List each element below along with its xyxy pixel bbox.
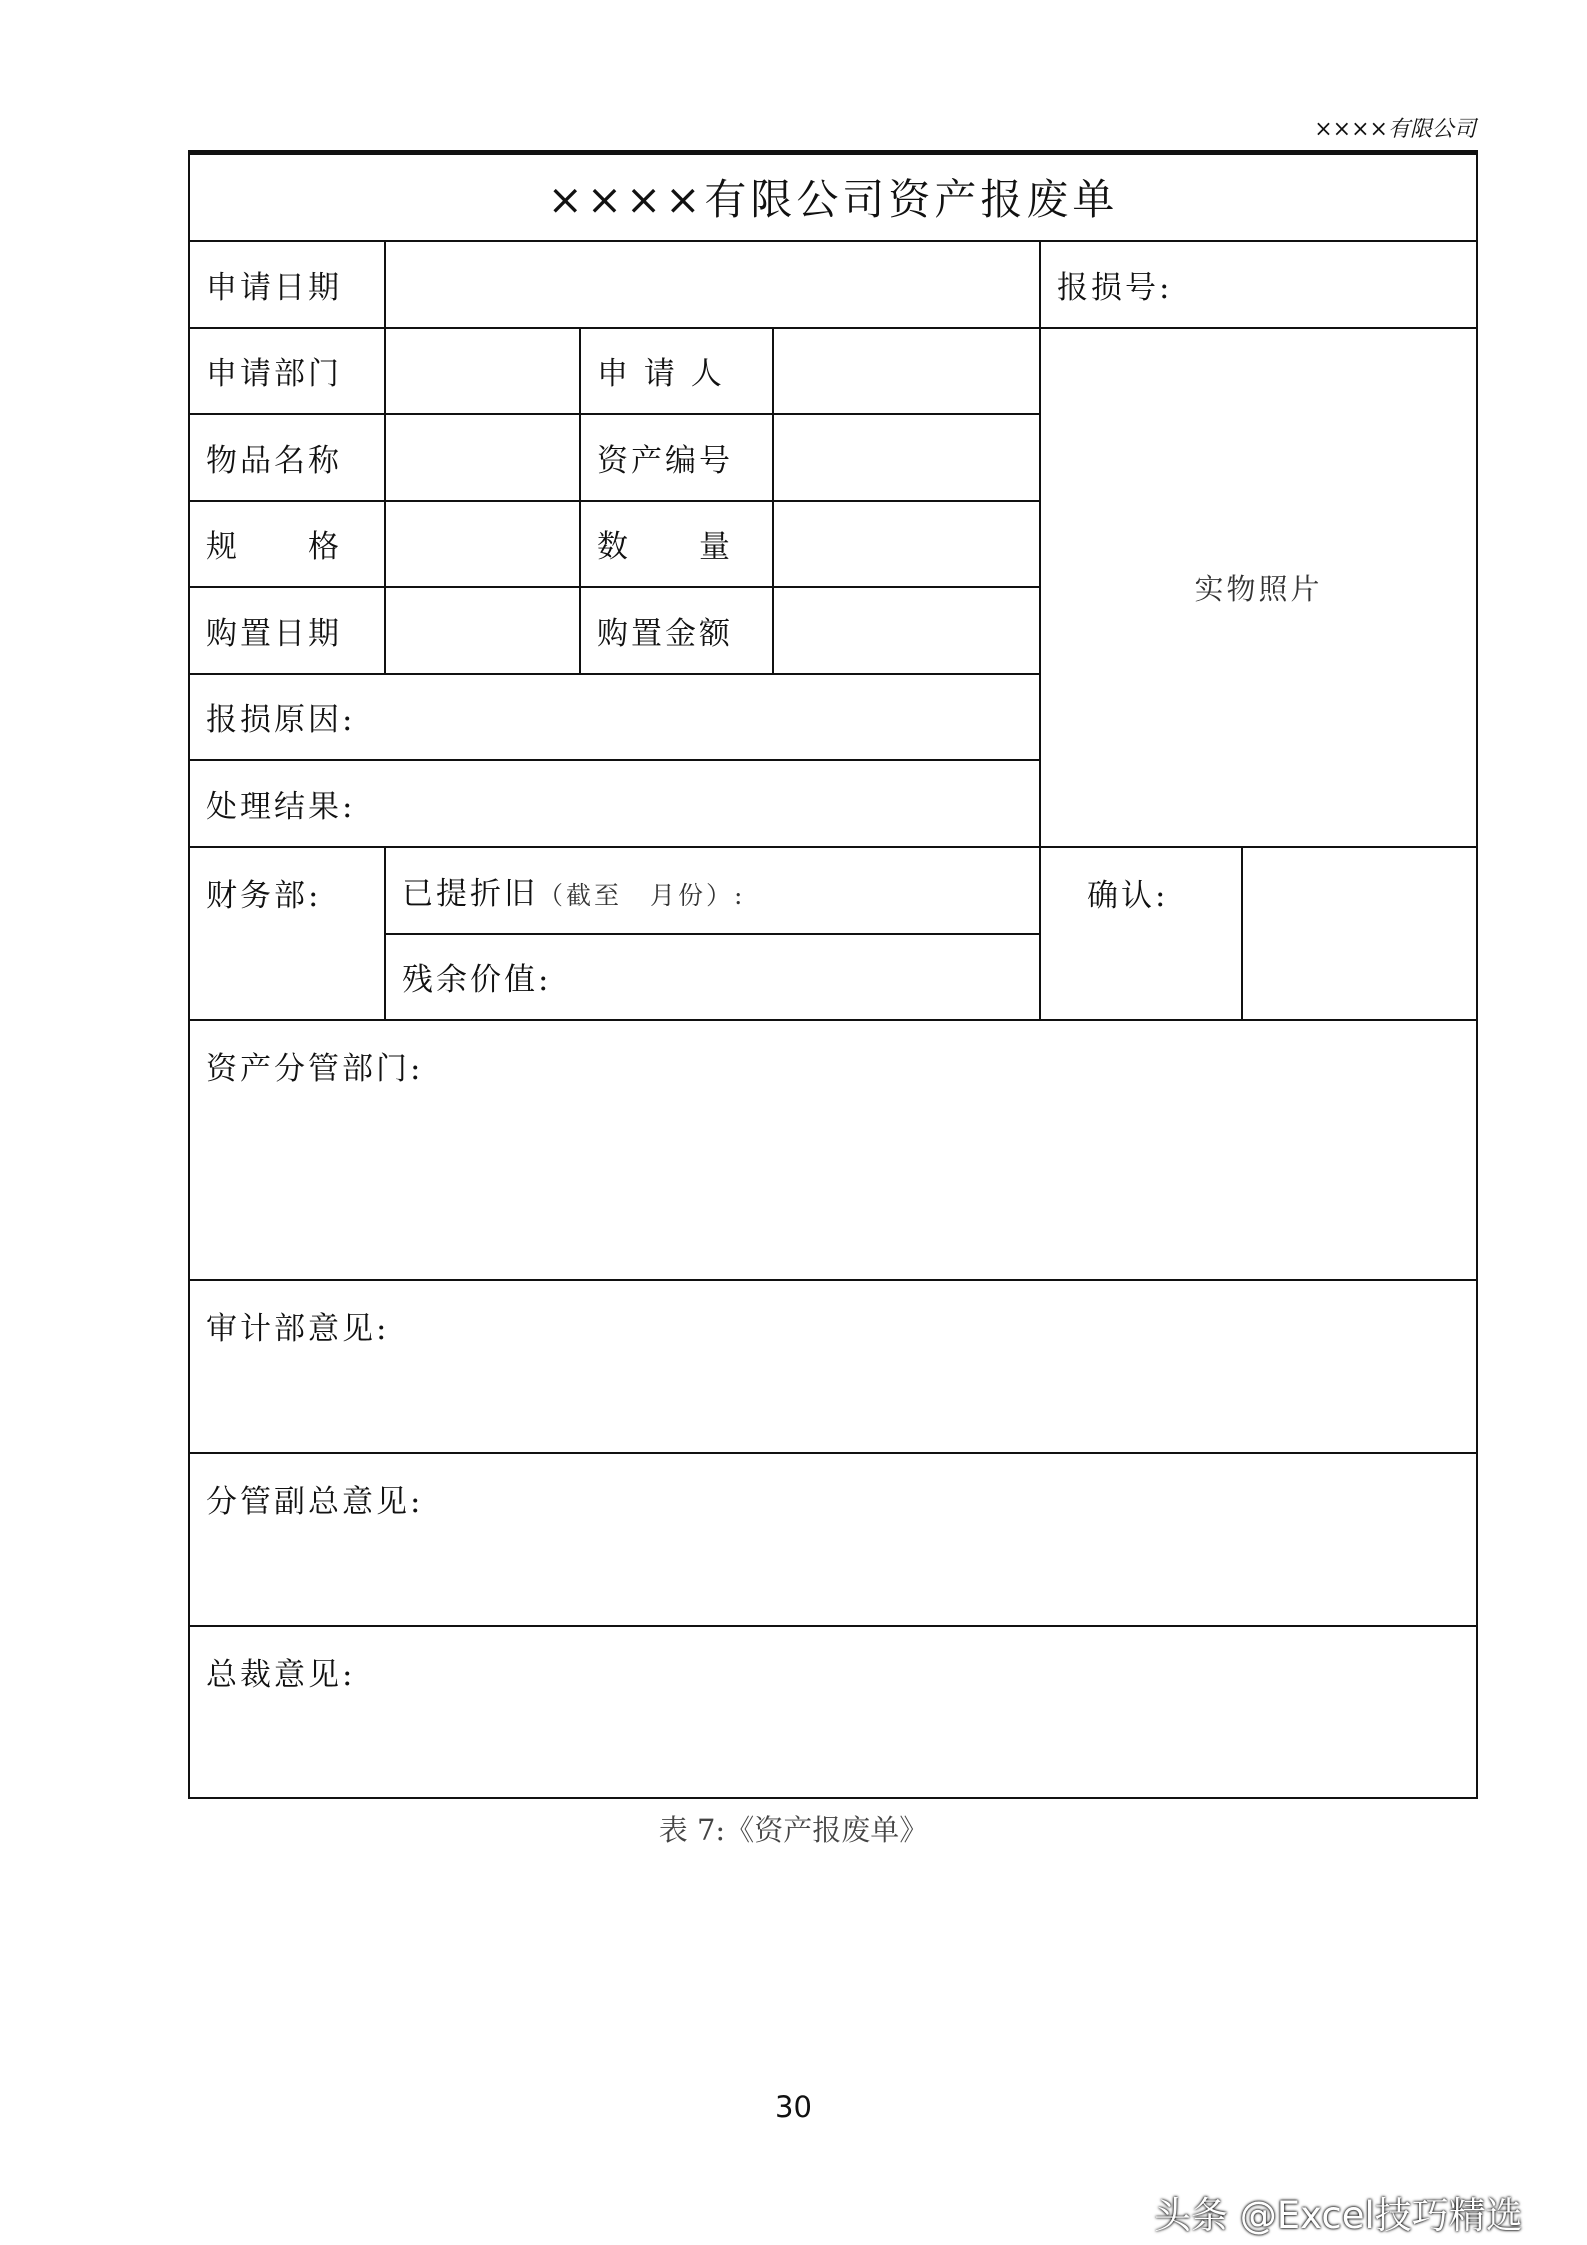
photo-label: 实物照片	[1194, 571, 1323, 606]
reason-label: 报损原因:	[206, 702, 356, 738]
asset-dept-label: 资产分管部门:	[206, 1050, 424, 1087]
depreciation-label: 已提折旧	[402, 875, 538, 912]
depreciation-note: （截至 月份）:	[538, 880, 746, 910]
residual-label: 残余价值:	[402, 962, 552, 998]
asset-no-label: 资产编号	[580, 414, 773, 501]
confirm-field[interactable]	[1242, 847, 1477, 1020]
residual-field[interactable]	[385, 934, 1040, 1020]
purchase-date-field[interactable]	[385, 587, 580, 674]
confirm-label: 确认:	[1040, 847, 1242, 1020]
page-number: 30	[775, 2090, 812, 2124]
item-name-label: 物品名称	[189, 414, 385, 501]
result-field[interactable]	[189, 760, 1040, 847]
apply-dept-field[interactable]	[385, 328, 580, 414]
applicant-field[interactable]	[773, 328, 1040, 414]
purchase-amount-label: 购置金额	[580, 587, 773, 674]
purchase-date-label: 购置日期	[189, 587, 385, 674]
quantity-label: 数 量	[580, 501, 773, 587]
asset-dept-field[interactable]	[189, 1020, 1477, 1280]
spec-field[interactable]	[385, 501, 580, 587]
quantity-field[interactable]	[773, 501, 1040, 587]
form-title: ××××有限公司资产报废单	[189, 153, 1477, 241]
audit-field[interactable]	[189, 1280, 1477, 1453]
apply-dept-label: 申请部门	[189, 328, 385, 414]
apply-date-field[interactable]	[385, 241, 1040, 328]
ceo-field[interactable]	[189, 1626, 1477, 1798]
asset-no-field[interactable]	[773, 414, 1040, 501]
purchase-amount-field[interactable]	[773, 587, 1040, 674]
loss-no-label: 报损号:	[1040, 241, 1477, 328]
depreciation-field[interactable]	[385, 847, 1040, 934]
item-name-field[interactable]	[385, 414, 580, 501]
header-company: ××××有限公司	[1314, 117, 1476, 142]
vp-label: 分管副总意见:	[206, 1483, 424, 1520]
table-caption: 表 7:《资产报废单》	[658, 1813, 929, 1847]
spec-label: 规 格	[189, 501, 385, 587]
photo-area[interactable]	[1040, 328, 1477, 847]
reason-field[interactable]	[189, 674, 1040, 760]
apply-date-label: 申请日期	[189, 241, 385, 328]
result-label: 处理结果:	[206, 788, 356, 825]
finance-label: 财务部:	[189, 847, 385, 1020]
ceo-label: 总裁意见:	[206, 1656, 356, 1693]
applicant-label: 申 请 人	[580, 328, 773, 414]
vp-field[interactable]	[189, 1453, 1477, 1626]
watermark: 头条 @Excel技巧精选	[1154, 2194, 1523, 2237]
audit-label: 审计部意见:	[206, 1310, 390, 1347]
asset-scrap-form	[188, 150, 1478, 1799]
